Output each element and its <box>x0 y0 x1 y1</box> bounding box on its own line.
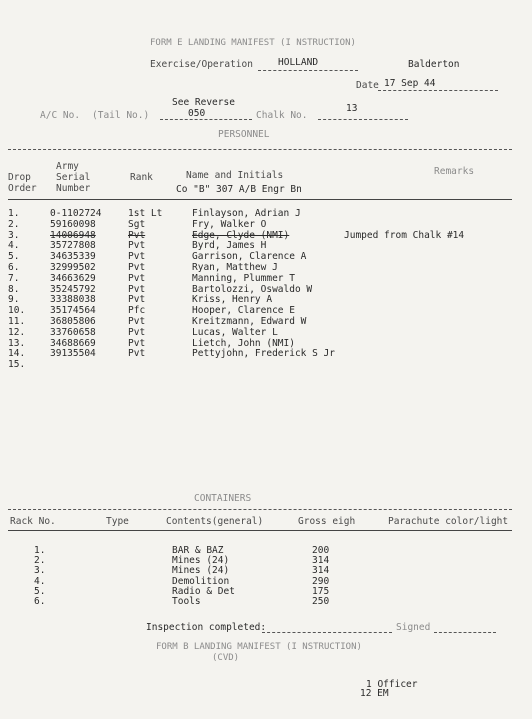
weight-cell: 290 <box>312 575 330 587</box>
contents-cell: Mines (24) <box>172 555 230 567</box>
contents-header: Contents(general) <box>166 516 264 527</box>
rank-cell: Pvt <box>128 337 146 349</box>
exercise-underline <box>258 70 358 71</box>
serial-cell: 33388038 <box>50 294 96 306</box>
table-top-rule <box>8 149 512 150</box>
contents-cell: Radio & Det <box>172 585 235 597</box>
name-cell: Byrd, James H <box>192 240 267 252</box>
drop-order-cell: 8. <box>8 283 20 295</box>
rank-cell: Pvt <box>128 251 146 263</box>
date-underline <box>378 90 498 91</box>
table-header-rule <box>8 199 512 200</box>
rank-cell: Pfc <box>128 305 146 317</box>
rack-cell: 4. <box>34 575 46 587</box>
rank-cell: 1st Lt <box>128 208 163 219</box>
chalk-label: Chalk No. <box>256 110 308 121</box>
name-cell: Edge, Clyde (NMI) <box>192 229 290 241</box>
weight-cell: 175 <box>312 585 330 597</box>
name-cell: Kreitzmann, Edward W <box>192 316 307 327</box>
see-reverse-note: See Reverse <box>172 97 235 108</box>
weight-cell: 250 <box>312 596 330 607</box>
name-cell: Garrison, Clarence A <box>192 251 307 263</box>
contents-cell: Demolition <box>172 575 230 587</box>
containers-header-rule <box>8 530 512 531</box>
serial-cell: 33760658 <box>50 326 96 338</box>
name-cell: Lucas, Walter L <box>192 326 278 338</box>
em-count: 12 EM <box>360 688 389 699</box>
rank-cell: Pvt <box>128 262 146 273</box>
serial-cell: 35245792 <box>50 283 96 295</box>
date-value: 17 Sep 44 <box>384 78 436 89</box>
name-cell: Fry, Walker O <box>192 218 267 230</box>
serial-cell: 34635339 <box>50 251 96 263</box>
contents-cell: Tools <box>172 596 201 607</box>
serial-cell: 35174564 <box>50 305 96 317</box>
officer-count: 1 Officer <box>366 679 418 690</box>
drop-order-cell: 5. <box>8 251 20 263</box>
drop-order-cell: 13. <box>8 337 26 349</box>
name-cell: Kriss, Henry A <box>192 294 273 306</box>
rank-cell: Pvt <box>128 283 146 295</box>
serial-cell: 36805806 <box>50 316 96 327</box>
rank-cell: Pvt <box>128 316 146 327</box>
inspection-label: Inspection completed: <box>146 622 267 633</box>
rank-header: Rank <box>130 172 153 183</box>
gross-weight-header: Gross eigh <box>298 516 356 527</box>
serial-cell: 39135504 <box>50 348 96 360</box>
date-label: Date <box>356 80 379 91</box>
form-footer-sub: (CVD) <box>212 653 240 663</box>
rack-cell: 3. <box>34 565 46 577</box>
serial-cell: 35727808 <box>50 240 96 252</box>
rack-header: Rack No. <box>10 516 56 527</box>
rack-cell: 1. <box>34 545 46 556</box>
type-header: Type <box>106 516 129 527</box>
serial-cell: 34663629 <box>50 272 96 284</box>
weight-cell: 314 <box>312 555 330 567</box>
drop-order-cell: 7. <box>8 272 20 284</box>
remarks-cell: Jumped from Chalk #14 <box>344 229 465 241</box>
tail-underline <box>160 119 252 120</box>
rank-cell: Pvt <box>128 348 146 360</box>
parachute-header: Parachute color/light <box>388 516 509 527</box>
contents-cell: BAR & BAZ <box>172 545 224 556</box>
drop-order-cell: 11. <box>8 316 26 327</box>
ac-label: A/C No. <box>40 110 81 121</box>
personnel-label: PERSONNEL <box>218 129 270 140</box>
signed-label: Signed <box>396 622 431 633</box>
serial-cell: 0-1102724 <box>50 208 102 219</box>
rank-cell: Pvt <box>128 240 146 252</box>
form-footer: FORM B LANDING MANIFEST (I NSTRUCTION) <box>156 642 362 652</box>
containers-label: CONTAINERS <box>194 493 252 504</box>
name-cell: Ryan, Matthew J <box>192 262 278 273</box>
name-cell: Finlayson, Adrian J <box>192 208 301 219</box>
name-cell: Hooper, Clarence E <box>192 305 295 317</box>
containers-top-rule <box>8 509 512 510</box>
rack-cell: 2. <box>34 555 46 567</box>
inspection-underline <box>262 632 392 633</box>
serial-cell: 32999502 <box>50 262 96 273</box>
drop-order-cell: 2. <box>8 218 20 230</box>
name-cell: Pettyjohn, Frederick S Jr <box>192 348 335 360</box>
unit-label: Co "B" 307 A/B Engr Bn <box>176 184 302 195</box>
weight-cell: 314 <box>312 565 330 577</box>
name-cell: Lietch, John (NMI) <box>192 337 295 349</box>
chalk-value: 13 <box>346 103 358 114</box>
name-cell: Bartolozzi, Oswaldo W <box>192 283 313 295</box>
form-title: FORM E LANDING MANIFEST (I NSTRUCTION) <box>150 38 356 48</box>
drop-order-cell: 4. <box>8 240 20 252</box>
tail-value: 050 <box>188 108 206 119</box>
weight-cell: 200 <box>312 545 330 556</box>
rank-cell: Pvt <box>128 229 146 241</box>
drop-order-cell: 10. <box>8 305 26 317</box>
place-value: Balderton <box>408 59 460 70</box>
serial-cell: 14006948 <box>50 229 96 241</box>
rank-cell: Pvt <box>128 272 146 284</box>
serial-cell: 59160098 <box>50 218 96 230</box>
exercise-value: HOLLAND <box>278 57 319 68</box>
rank-cell: Pvt <box>128 294 146 306</box>
remarks-header: Remarks <box>434 166 475 177</box>
drop-order-cell: 6. <box>8 262 20 273</box>
drop-order-cell: 15. <box>8 359 26 371</box>
drop-order-cell: 3. <box>8 229 20 241</box>
rack-cell: 6. <box>34 596 46 607</box>
rank-cell: Sgt <box>128 218 146 230</box>
contents-cell: Mines (24) <box>172 565 230 577</box>
drop-order-cell: 12. <box>8 326 26 338</box>
rack-cell: 5. <box>34 585 46 597</box>
drop-order-header: Drop Order <box>8 172 37 194</box>
name-header: Name and Initials <box>186 170 284 181</box>
army-serial-header: Army Serial Number <box>56 161 91 194</box>
name-cell: Manning, Plummer T <box>192 272 295 284</box>
exercise-label: Exercise/Operation <box>150 59 253 70</box>
chalk-underline <box>318 119 408 120</box>
rank-cell: Pvt <box>128 326 146 338</box>
drop-order-cell: 14. <box>8 348 26 360</box>
drop-order-cell: 9. <box>8 294 20 306</box>
drop-order-cell: 1. <box>8 208 20 219</box>
serial-cell: 34688669 <box>50 337 96 349</box>
tail-label: (Tail No.) <box>92 110 150 121</box>
signed-underline <box>434 632 496 633</box>
